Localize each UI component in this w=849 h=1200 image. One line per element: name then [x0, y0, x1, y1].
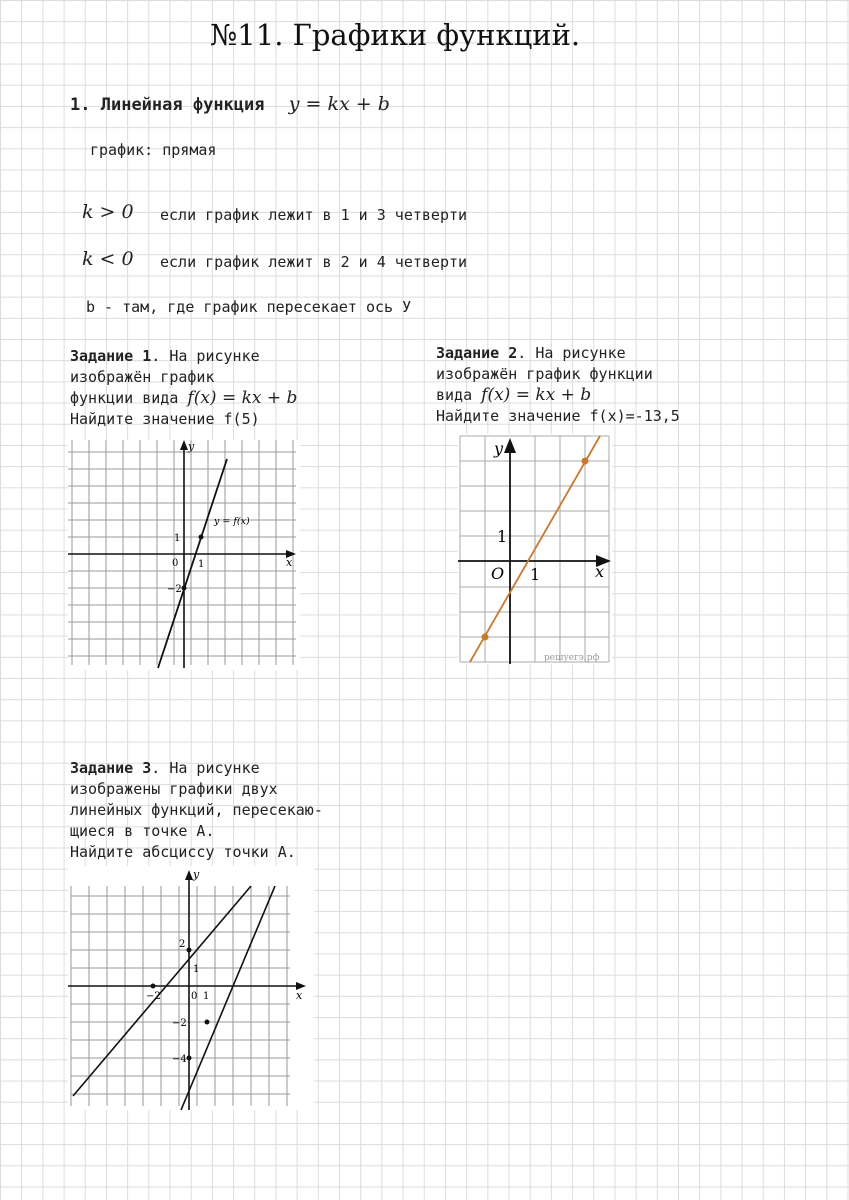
- task3-y-label: y: [193, 868, 200, 881]
- task3-chart: [68, 866, 314, 1110]
- task3-minus-two-x-label: −2: [146, 991, 161, 1002]
- page-title: №11. Графики функций.: [209, 18, 581, 52]
- task3-text: [70, 758, 410, 863]
- task2-point-3-4: [582, 458, 589, 465]
- rule2-math: k < 0: [82, 248, 134, 270]
- task3-line4: щиеся в точке А.: [70, 822, 215, 840]
- task2-line1: . На рисунке: [517, 344, 626, 362]
- task3-point-0-2: [187, 948, 192, 953]
- section-heading-text: Линейная функция: [100, 95, 265, 115]
- task1-line4: Найдите значение f(5): [70, 410, 260, 428]
- task1-line3-prefix: функции вида: [70, 389, 188, 407]
- task1-point-0-neg2: [182, 586, 187, 591]
- graph-type-text: график: прямая: [90, 141, 217, 159]
- task1-one-y-label: 1: [174, 533, 181, 544]
- section-number: 1.: [70, 95, 91, 115]
- task3-one-x-label: 1: [203, 991, 210, 1002]
- task2-text: [436, 343, 766, 427]
- task2-line4: Найдите значение f(x)=-13,5: [436, 407, 680, 425]
- rule2-text: если график лежит в 2 и 4 четверти: [160, 253, 468, 271]
- linear-formula: y = kx + b: [288, 93, 390, 115]
- task3-chart-bg: [68, 866, 314, 1110]
- task3-minus-two-y-label: −2: [172, 1018, 187, 1029]
- task2-y-label: y: [494, 439, 504, 458]
- task1-text: [70, 346, 390, 430]
- task1-y-label: y: [188, 440, 195, 453]
- task2-line2: изображён график функции: [436, 365, 653, 383]
- task3-point-neg2-0: [151, 984, 156, 989]
- task3-minus-four-y-label: −4: [172, 1054, 187, 1065]
- task1-origin-label: 0: [172, 558, 179, 569]
- task1-x-label: x: [286, 556, 293, 569]
- task3-origin-label: 0: [191, 991, 198, 1002]
- task1-line2: изображён график: [70, 368, 215, 386]
- task3-point-0-neg4: [187, 1056, 192, 1061]
- task3-line1: . На рисунке: [151, 759, 260, 777]
- task3-point-1-neg2: [205, 1020, 210, 1025]
- task1-minus-two-label: −2: [167, 584, 182, 595]
- section-heading: [70, 93, 390, 115]
- task3-two-y-label: 2: [179, 939, 186, 950]
- task2-label: Задание 2: [436, 344, 518, 362]
- task1-point-1-1: [199, 535, 204, 540]
- task2-one-x-label: 1: [530, 565, 541, 584]
- task2-x-label: x: [595, 562, 605, 581]
- task3-line2: изображены графики двух: [70, 780, 278, 798]
- rule1-text: если график лежит в 1 и 3 четверти: [160, 206, 468, 224]
- b-rule-text: b - там, где график пересекает ось У: [86, 298, 412, 316]
- task1-curve-label: y = f(x): [214, 516, 250, 527]
- task1-chart: [68, 440, 300, 670]
- task3-line5: Найдите абсциссу точки А.: [70, 843, 296, 861]
- task2-line3-prefix: вида: [436, 386, 482, 404]
- task1-label: Задание 1: [70, 347, 152, 365]
- task1-formula: f(x) = kx + b: [187, 388, 298, 408]
- task3-x-label: x: [296, 989, 303, 1002]
- task3-line3: линейных функций, пересекаю-: [70, 801, 323, 819]
- task2-point-neg1-neg3: [482, 634, 489, 641]
- task1-one-x-label: 1: [198, 559, 205, 570]
- task3-label: Задание 3: [70, 759, 152, 777]
- task2-one-y-label: 1: [497, 527, 508, 546]
- rule1-math: k > 0: [82, 201, 134, 223]
- task2-origin-label: O: [491, 564, 505, 583]
- task2-watermark: решуегэ.рф: [544, 653, 600, 663]
- task2-formula: f(x) = kx + b: [481, 385, 592, 405]
- task1-line1: . На рисунке: [151, 347, 260, 365]
- task2-chart: [458, 434, 612, 664]
- task3-one-y-label: 1: [193, 964, 200, 975]
